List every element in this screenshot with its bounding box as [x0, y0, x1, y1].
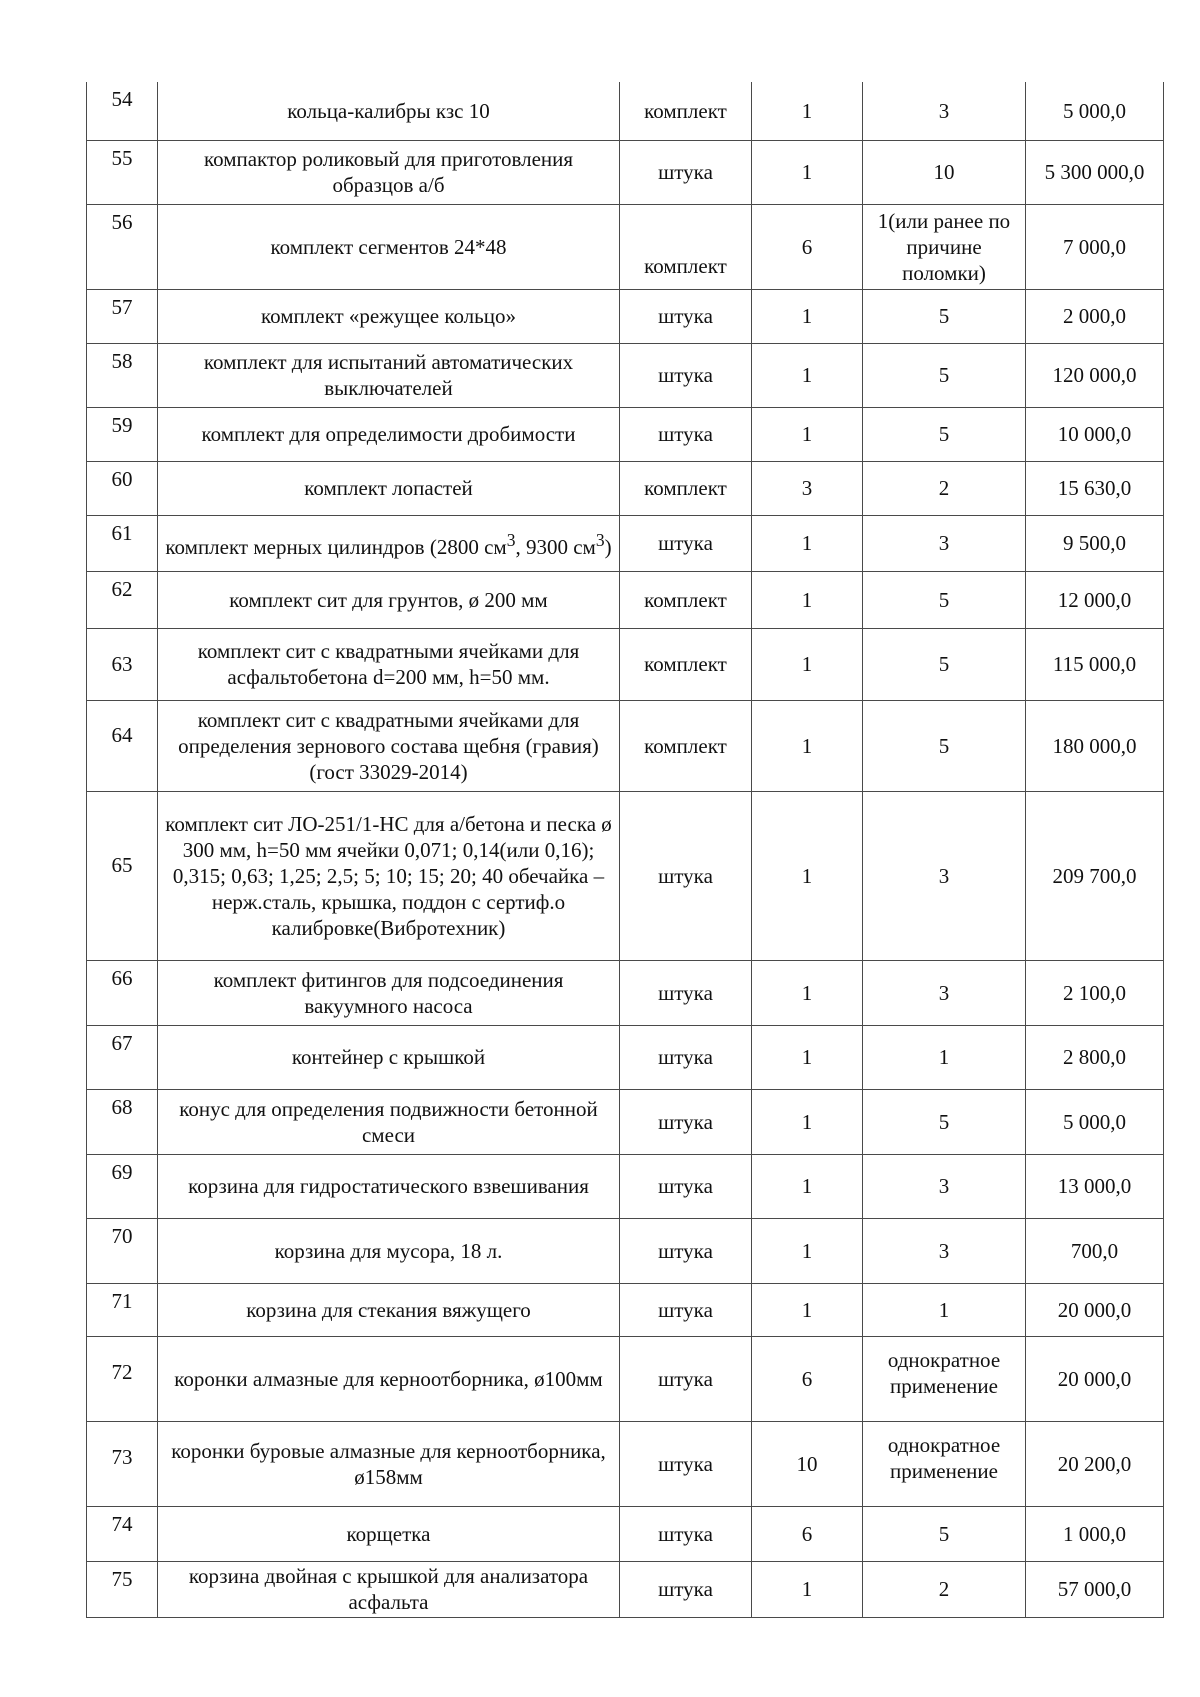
- item-price: 13 000,0: [1026, 1154, 1164, 1218]
- item-unit: штука: [620, 343, 752, 407]
- item-unit: штука: [620, 1283, 752, 1336]
- item-quantity: 3: [752, 461, 863, 515]
- item-price: 12 000,0: [1026, 571, 1164, 628]
- item-quantity: 1: [752, 343, 863, 407]
- item-period: 1: [863, 1025, 1026, 1089]
- row-number: 70: [87, 1218, 158, 1283]
- item-price: 115 000,0: [1026, 628, 1164, 700]
- item-name: комплект сит для грунтов, ø 200 мм: [158, 571, 620, 628]
- item-quantity: 1: [752, 1025, 863, 1089]
- item-quantity: 1: [752, 960, 863, 1025]
- item-period: 10: [863, 140, 1026, 204]
- table-row: [87, 1089, 1164, 1154]
- item-quantity: 1: [752, 289, 863, 343]
- table-row: [87, 1025, 1164, 1089]
- item-quantity: 1: [752, 1218, 863, 1283]
- item-unit: комплект: [620, 461, 752, 515]
- table-row: [87, 791, 1164, 960]
- item-period: однократное применение: [863, 1336, 1026, 1421]
- row-number: 57: [87, 289, 158, 343]
- item-unit: комплект: [620, 571, 752, 628]
- item-price: 700,0: [1026, 1218, 1164, 1283]
- item-unit: штука: [620, 1506, 752, 1561]
- row-number: 73: [87, 1421, 158, 1506]
- item-price: 7 000,0: [1026, 204, 1164, 289]
- table-row: [87, 1421, 1164, 1506]
- item-name-part: комплект мерных цилиндров (2800 см: [165, 534, 507, 559]
- item-unit: штука: [620, 1421, 752, 1506]
- item-name: комплект сит с квадратными ячейками для определения зернового состава щебня (гравия) (гост 33029-2014): [158, 700, 620, 791]
- item-unit: штука: [620, 791, 752, 960]
- item-name: коронки буровые алмазные для керноотборника, ø158мм: [158, 1421, 620, 1506]
- table-row: [87, 1506, 1164, 1561]
- item-quantity: 1: [752, 1283, 863, 1336]
- item-quantity: 1: [752, 791, 863, 960]
- table-row: [87, 571, 1164, 628]
- item-unit: комплект: [620, 204, 752, 289]
- item-name: корзина для стекания вяжущего: [158, 1283, 620, 1336]
- table-row: [87, 407, 1164, 461]
- item-price: 20 000,0: [1026, 1336, 1164, 1421]
- item-name: корзина для мусора, 18 л.: [158, 1218, 620, 1283]
- item-price: 57 000,0: [1026, 1561, 1164, 1617]
- table-row: [87, 960, 1164, 1025]
- item-period: 2: [863, 1561, 1026, 1617]
- row-number: 64: [87, 700, 158, 791]
- item-price: 5 000,0: [1026, 82, 1164, 140]
- item-quantity: 6: [752, 1336, 863, 1421]
- item-period: 1: [863, 1283, 1026, 1336]
- item-quantity: 6: [752, 204, 863, 289]
- item-unit: штука: [620, 1089, 752, 1154]
- table-row: [87, 461, 1164, 515]
- item-unit: штука: [620, 1025, 752, 1089]
- table-row: [87, 1336, 1164, 1421]
- row-number: 75: [87, 1561, 158, 1617]
- table-row: [87, 1283, 1164, 1336]
- item-period: 2: [863, 461, 1026, 515]
- row-number: 66: [87, 960, 158, 1025]
- table-row: [87, 1154, 1164, 1218]
- item-name: комплект для определимости дробимости: [158, 407, 620, 461]
- item-period: 3: [863, 82, 1026, 140]
- item-quantity: 1: [752, 140, 863, 204]
- item-quantity: 6: [752, 1506, 863, 1561]
- table-row: [87, 700, 1164, 791]
- item-period: 5: [863, 700, 1026, 791]
- item-name: комплект фитингов для подсоединения вакуумного насоса: [158, 960, 620, 1025]
- item-quantity: 10: [752, 1421, 863, 1506]
- item-name: комплект лопастей: [158, 461, 620, 515]
- table-row: [87, 1218, 1164, 1283]
- item-unit: штука: [620, 140, 752, 204]
- item-price: 10 000,0: [1026, 407, 1164, 461]
- item-period: 5: [863, 1506, 1026, 1561]
- item-unit: штука: [620, 289, 752, 343]
- table-row: [87, 140, 1164, 204]
- item-price: 5 000,0: [1026, 1089, 1164, 1154]
- item-price: 2 000,0: [1026, 289, 1164, 343]
- table-row: [87, 343, 1164, 407]
- table-row: [87, 289, 1164, 343]
- row-number: 65: [87, 791, 158, 960]
- table-row: [87, 204, 1164, 289]
- item-name: корщетка: [158, 1506, 620, 1561]
- item-quantity: 1: [752, 628, 863, 700]
- item-name: коронки алмазные для керноотборника, ø100мм: [158, 1336, 620, 1421]
- item-unit: комплект: [620, 82, 752, 140]
- table-row: [87, 515, 1164, 571]
- row-number: 72: [87, 1336, 158, 1421]
- row-number: 74: [87, 1506, 158, 1561]
- item-price: 2 800,0: [1026, 1025, 1164, 1089]
- item-period: 3: [863, 1154, 1026, 1218]
- table-row: [87, 628, 1164, 700]
- item-period: 5: [863, 343, 1026, 407]
- item-price: 180 000,0: [1026, 700, 1164, 791]
- item-period: 3: [863, 960, 1026, 1025]
- item-name: кольца-калибры кзс 10: [158, 82, 620, 140]
- item-period: однократное применение: [863, 1421, 1026, 1506]
- item-quantity: 1: [752, 515, 863, 571]
- item-unit: штука: [620, 960, 752, 1025]
- item-period: 5: [863, 571, 1026, 628]
- item-unit: комплект: [620, 628, 752, 700]
- item-quantity: 1: [752, 700, 863, 791]
- item-quantity: 1: [752, 1154, 863, 1218]
- item-period: 1(или ранее по причине поломки): [863, 204, 1026, 289]
- superscript: 3: [595, 529, 605, 550]
- row-number: 58: [87, 343, 158, 407]
- item-price: 120 000,0: [1026, 343, 1164, 407]
- item-quantity: 1: [752, 1561, 863, 1617]
- row-number: 60: [87, 461, 158, 515]
- row-number: 59: [87, 407, 158, 461]
- item-name: конус для определения подвижности бетонной смеси: [158, 1089, 620, 1154]
- item-unit: штука: [620, 1218, 752, 1283]
- row-number: 67: [87, 1025, 158, 1089]
- item-name: контейнер с крышкой: [158, 1025, 620, 1089]
- row-number: 62: [87, 571, 158, 628]
- row-number: 69: [87, 1154, 158, 1218]
- row-number: 68: [87, 1089, 158, 1154]
- item-name: комплект «режущее кольцо»: [158, 289, 620, 343]
- item-name: комплект для испытаний автоматических выключателей: [158, 343, 620, 407]
- item-price: 20 000,0: [1026, 1283, 1164, 1336]
- item-unit: штука: [620, 407, 752, 461]
- items-table: [86, 82, 1164, 1618]
- item-price: 1 000,0: [1026, 1506, 1164, 1561]
- item-name: комплект сегментов 24*48: [158, 204, 620, 289]
- item-quantity: 1: [752, 1089, 863, 1154]
- row-number: 63: [87, 628, 158, 700]
- item-unit: комплект: [620, 700, 752, 791]
- item-name: корзина для гидростатического взвешивания: [158, 1154, 620, 1218]
- superscript: 3: [506, 529, 516, 550]
- row-number: 55: [87, 140, 158, 204]
- item-unit: штука: [620, 1336, 752, 1421]
- item-name: комплект сит с квадратными ячейками для асфальтобетона d=200 мм, h=50 мм.: [158, 628, 620, 700]
- item-name: компактор роликовый для приготовления образцов а/б: [158, 140, 620, 204]
- table-row: [87, 1561, 1164, 1617]
- item-unit: штука: [620, 515, 752, 571]
- row-number: 54: [87, 82, 158, 140]
- item-price: 2 100,0: [1026, 960, 1164, 1025]
- item-quantity: 1: [752, 571, 863, 628]
- item-quantity: 1: [752, 82, 863, 140]
- item-period: 5: [863, 289, 1026, 343]
- item-price: 20 200,0: [1026, 1421, 1164, 1506]
- item-name: [158, 515, 620, 571]
- item-price: 209 700,0: [1026, 791, 1164, 960]
- item-period: 3: [863, 515, 1026, 571]
- item-name: комплект сит ЛО-251/1-НС для а/бетона и песка ø 300 мм, h=50 мм ячейки 0,071; 0,14(или 0,16); 0,315; 0,63; 1,25; 2,5; 5; 10; 15; 20; 40 обечайка – нерж.сталь, крышка, поддон с сертиф.о калибровке(Вибротехник): [158, 791, 620, 960]
- row-number: 56: [87, 204, 158, 289]
- item-unit: штука: [620, 1154, 752, 1218]
- item-name: корзина двойная с крышкой для анализатора асфальта: [158, 1561, 620, 1617]
- row-number: 61: [87, 515, 158, 571]
- item-period: 5: [863, 628, 1026, 700]
- item-quantity: 1: [752, 407, 863, 461]
- item-period: 3: [863, 1218, 1026, 1283]
- item-name-part: , 9300 см: [515, 534, 596, 559]
- item-price: 15 630,0: [1026, 461, 1164, 515]
- item-price: 5 300 000,0: [1026, 140, 1164, 204]
- item-name-part: ): [604, 534, 612, 559]
- table-row: [87, 82, 1164, 140]
- item-period: 5: [863, 1089, 1026, 1154]
- row-number: 71: [87, 1283, 158, 1336]
- item-period: 5: [863, 407, 1026, 461]
- item-period: 3: [863, 791, 1026, 960]
- item-price: 9 500,0: [1026, 515, 1164, 571]
- item-unit: штука: [620, 1561, 752, 1617]
